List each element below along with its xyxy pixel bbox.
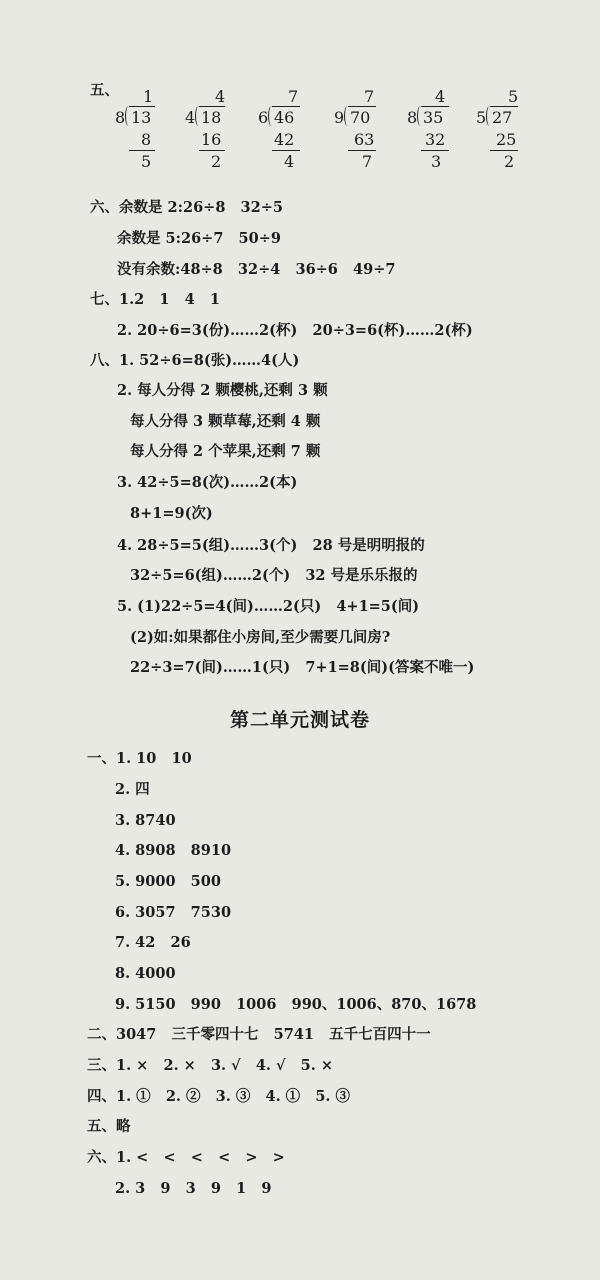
division-bar xyxy=(129,106,155,107)
answer-line: 5. (1)22÷5=4(间)……2(只) 4+1=5(间) xyxy=(117,598,420,615)
answer-line: 八、1. 52÷6=8(张)……4(人) xyxy=(90,352,300,369)
long-division-6 xyxy=(476,88,536,178)
remainder: 4 xyxy=(284,152,295,171)
answer-line: 3. 42÷5=8(次)……2(本) xyxy=(117,474,298,491)
quotient: 7 xyxy=(288,87,299,106)
answer-line: 2. 每人分得 2 颗樱桃,还剩 3 颗 xyxy=(117,382,328,399)
answer-line: 8+1=9(次) xyxy=(130,505,213,522)
divisor: 6 xyxy=(258,108,269,127)
answer-line: 2. 四 xyxy=(115,781,150,798)
subtraction-line xyxy=(199,150,225,151)
answer-line: 9. 5150 990 1006 990、1006、870、1678 xyxy=(115,996,477,1013)
subtraction-line xyxy=(272,150,300,151)
divisor: 8 xyxy=(407,108,418,127)
answer-line: 五、略 xyxy=(87,1118,131,1135)
answer-line: 32÷5=6(组)……2(个) 32 号是乐乐报的 xyxy=(130,567,418,584)
quotient: 7 xyxy=(364,87,375,106)
answer-line: 四、1. ① 2. ② 3. ③ 4. ① 5. ③ xyxy=(87,1088,351,1105)
long-division-4 xyxy=(334,88,394,178)
q5-label: 五、 xyxy=(90,82,119,99)
subtraction-line xyxy=(421,150,449,151)
divisor: 8 xyxy=(115,108,126,127)
answer-line: 8. 4000 xyxy=(115,965,176,982)
division-bar xyxy=(272,106,300,107)
answer-line: 每人分得 2 个苹果,还剩 7 颗 xyxy=(130,443,321,460)
dividend: 18 xyxy=(201,108,222,127)
product: 42 xyxy=(274,130,295,149)
answer-line: 2. 3 9 3 9 1 9 xyxy=(115,1180,272,1197)
division-bar xyxy=(421,106,449,107)
answer-line: 5. 9000 500 xyxy=(115,873,221,890)
quotient: 4 xyxy=(215,87,226,106)
product: 8 xyxy=(141,130,152,149)
answer-line: 没有余数:48÷8 32÷4 36÷6 49÷7 xyxy=(117,261,396,278)
division-bar xyxy=(348,106,376,107)
long-division-3 xyxy=(258,88,318,178)
answer-line: 一、1. 10 10 xyxy=(87,750,192,767)
long-division-1 xyxy=(115,88,175,178)
answer-line: 3. 8740 xyxy=(115,812,176,829)
product: 25 xyxy=(496,130,517,149)
answer-line: 4. 28÷5=5(组)……3(个) 28 号是明明报的 xyxy=(117,537,425,554)
division-bar xyxy=(490,106,518,107)
remainder: 2 xyxy=(211,152,222,171)
dividend: 35 xyxy=(423,108,444,127)
subtraction-line xyxy=(129,150,155,151)
divisor: 9 xyxy=(334,108,345,127)
quotient: 1 xyxy=(143,87,154,106)
remainder: 3 xyxy=(431,152,442,171)
dividend: 27 xyxy=(492,108,513,127)
remainder: 2 xyxy=(504,152,515,171)
section-title: 第二单元测试卷 xyxy=(229,709,370,731)
quotient: 4 xyxy=(435,87,446,106)
dividend: 46 xyxy=(274,108,295,127)
remainder: 7 xyxy=(362,152,373,171)
answer-line: 二、3047 三千零四十七 5741 五千七百四十一 xyxy=(87,1026,431,1043)
subtraction-line xyxy=(490,150,518,151)
dividend: 13 xyxy=(131,108,152,127)
answer-line: 2. 20÷6=3(份)……2(杯) 20÷3=6(杯)……2(杯) xyxy=(117,322,473,339)
long-division-2 xyxy=(185,88,245,178)
subtraction-line xyxy=(348,150,376,151)
long-division-5 xyxy=(407,88,467,178)
divisor: 5 xyxy=(476,108,487,127)
answer-line: 余数是 5:26÷7 50÷9 xyxy=(117,230,281,247)
product: 16 xyxy=(201,130,222,149)
quotient: 5 xyxy=(508,87,519,106)
answer-line: 三、1. × 2. × 3. √ 4. √ 5. × xyxy=(87,1057,334,1074)
answer-line: 每人分得 3 颗草莓,还剩 4 颗 xyxy=(130,413,321,430)
product: 63 xyxy=(354,130,375,149)
divisor: 4 xyxy=(185,108,196,127)
answer-line: 六、余数是 2:26÷8 32÷5 xyxy=(90,199,283,216)
answer-line: 7. 42 26 xyxy=(115,934,191,951)
division-bar xyxy=(199,106,225,107)
dividend: 70 xyxy=(350,108,371,127)
answer-line: 6. 3057 7530 xyxy=(115,904,232,921)
remainder: 5 xyxy=(141,152,152,171)
answer-line: 22÷3=7(间)……1(只) 7+1=8(间)(答案不唯一) xyxy=(130,659,475,676)
answer-line: 4. 8908 8910 xyxy=(115,842,232,859)
answer-line: 六、1. < < < < > > xyxy=(87,1149,285,1166)
product: 32 xyxy=(425,130,446,149)
answer-line: (2)如:如果都住小房间,至少需要几间房? xyxy=(130,629,391,646)
answer-line: 七、1.2 1 4 1 xyxy=(90,291,220,308)
